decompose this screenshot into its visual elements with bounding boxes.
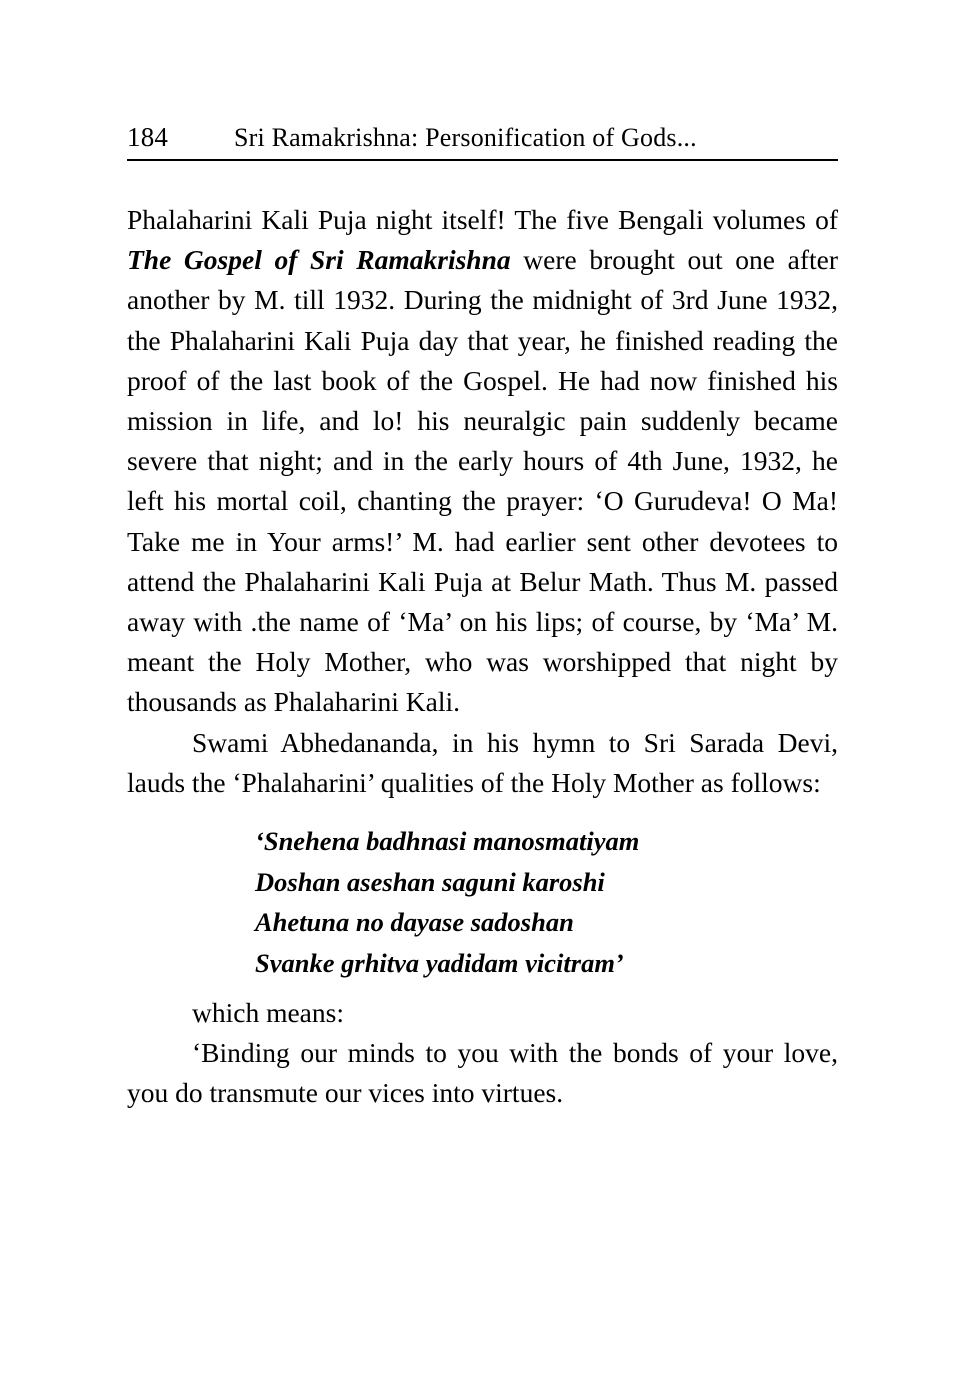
verse-line: Doshan aseshan saguni karoshi: [255, 866, 605, 897]
running-title: Sri Ramakrishna: Personification of Gods...: [234, 123, 697, 152]
paragraph-1-lead: Phalaharini Kali Puja night itself! The five Bengali volumes of: [127, 204, 838, 235]
paragraph-abhedananda: Swami Abhedananda, in his hymn to Sri Sarada Devi, lauds the ‘Phalaharini’ qualities of the Holy Mother as follows:: [127, 726, 838, 798]
verse-line: Svanke grhitva yadidam vicitram’: [255, 947, 624, 978]
body-text: [127, 200, 838, 1114]
verse-list: [255, 821, 838, 983]
book-title-italic: The Gospel of Sri Ramakrishna: [127, 244, 511, 276]
paragraph-which-means: which means:: [192, 997, 344, 1029]
translation-text: ‘Binding our minds to you with the bonds of your love, you do transmute our vices into virtues.: [127, 1037, 838, 1109]
verse-block: [127, 821, 838, 983]
verse-line: Ahetuna no dayase sadoshan: [255, 907, 574, 938]
paragraph-continuation: [127, 200, 838, 723]
page-number: 184: [127, 122, 169, 152]
verse-line: ‘Snehena badhnasi manosmatiyam: [255, 826, 640, 857]
paragraph-1-rest: were brought out one after another by M. till 1932. During the midnight of 3rd June 1932, the Phalaharini Kali Puja day that year, he finished reading the proof of the last book of the Gospel. He had now finished his mission in life, and lo! his neuralgic pain suddenly became severe that night; and in the early hours of 4th June, 1932, he left his mortal coil, chanting the prayer: ‘O Gurudeva! O Ma! Take me in Your arms!’ M. had earlier sent other devotees to attend the Phalaharini Kali Puja at Belur Math. Thus M. passed away with .the name of ‘Ma’ on his lips; of course, by ‘Ma’ M. meant the Holy Mother, who was worshipped that night by thousands as Phalaharini Kali.: [127, 244, 838, 718]
paragraph-translation: [127, 1033, 838, 1113]
header-rule: [127, 159, 838, 161]
running-head: [127, 122, 838, 153]
